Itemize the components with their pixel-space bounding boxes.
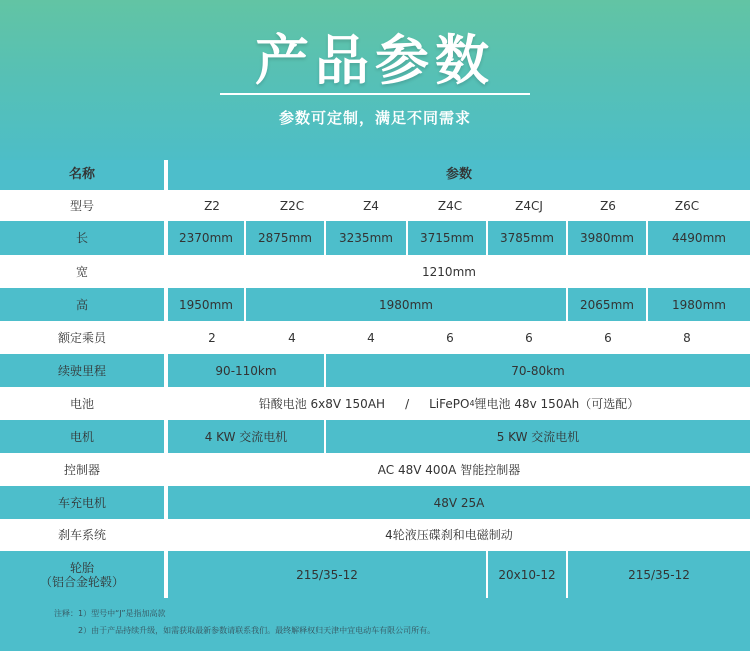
row-label-model: 型号 [0, 190, 164, 221]
footnote-1: 注释：1）型号中“J”是指加高款 [54, 609, 166, 618]
row-label-width: 宽 [0, 255, 164, 288]
row-label-seats: 额定乘员 [0, 321, 164, 354]
footnote-2: 2）由于产品持续升级，如需获取最新参数请联系我们。最终解释权归天津中宜电动车有限公司所有。 [78, 626, 436, 635]
motor-value: 4 KW 交流电机 [168, 420, 324, 453]
row-label-brake: 刹车系统 [0, 519, 164, 551]
height-value: 2065mm [568, 288, 646, 321]
length-value: 3715mm [408, 221, 486, 255]
brake-value: 4轮液压碟刹和电磁制动 [168, 519, 730, 551]
battery-option-lithium-chem: LiFePO [429, 396, 470, 411]
header [0, 0, 750, 160]
row-label-motor: 电机 [0, 420, 164, 453]
col-header-params: 参数 [168, 160, 750, 190]
row-label-range: 续驶里程 [0, 354, 164, 387]
row-label-battery: 电池 [0, 387, 164, 420]
battery-option-lithium: 锂电池 48v 150Ah（可选配） [474, 396, 640, 411]
height-value: 1980mm [648, 288, 750, 321]
length-value: 3235mm [326, 221, 406, 255]
model-value: Z6C [644, 190, 730, 221]
model-value: Z4 [328, 190, 414, 221]
page-subtitle: 参数可定制，满足不同需求 [278, 109, 471, 127]
tire-value: 215/35-12 [568, 551, 750, 598]
battery-separator: / [405, 396, 410, 411]
seats-value: 8 [644, 321, 730, 354]
length-value: 3785mm [488, 221, 566, 255]
length-value: 4490mm [648, 221, 750, 255]
height-value: 1950mm [168, 288, 244, 321]
row-label-tire [0, 551, 164, 598]
battery-option-lead-acid: 铅酸电池 6x8V 150AH [258, 396, 386, 411]
model-value: Z2 [168, 190, 256, 221]
tire-label-sub: （铝合金轮毂） [39, 574, 124, 589]
motor-value: 5 KW 交流电机 [326, 420, 750, 453]
tire-value: 20x10-12 [488, 551, 566, 598]
spec-table [0, 160, 750, 598]
length-value: 3980mm [568, 221, 646, 255]
model-value: Z4CJ [486, 190, 572, 221]
tire-label: 轮胎 [69, 560, 94, 575]
seats-value: 2 [168, 321, 256, 354]
col-header-name: 名称 [0, 160, 164, 190]
width-value: 1210mm [168, 255, 730, 288]
seats-value: 4 [256, 321, 328, 354]
row-label-height: 高 [0, 288, 164, 321]
page-title: 产品参数 [255, 29, 495, 92]
title-divider [220, 93, 530, 95]
row-label-length: 长 [0, 221, 164, 255]
battery-value: 铅酸电池 6x8V 150AH / LiFePO 4 锂电池 48v 150Ah（可选配） [168, 387, 730, 420]
seats-value: 6 [414, 321, 486, 354]
tire-value: 215/35-12 [168, 551, 486, 598]
footnotes [0, 598, 750, 651]
range-value: 70-80km [326, 354, 750, 387]
height-value: 1980mm [246, 288, 566, 321]
row-label-charger: 车充电机 [0, 486, 164, 519]
length-value: 2370mm [168, 221, 244, 255]
model-value: Z4C [414, 190, 486, 221]
controller-value: AC 48V 400A 智能控制器 [168, 453, 730, 486]
model-value: Z6 [572, 190, 644, 221]
range-value: 90-110km [168, 354, 324, 387]
seats-value: 4 [328, 321, 414, 354]
seats-value: 6 [486, 321, 572, 354]
charger-value: 48V 25A [168, 486, 750, 519]
model-value: Z2C [256, 190, 328, 221]
length-value: 2875mm [246, 221, 324, 255]
seats-value: 6 [572, 321, 644, 354]
row-label-controller: 控制器 [0, 453, 164, 486]
